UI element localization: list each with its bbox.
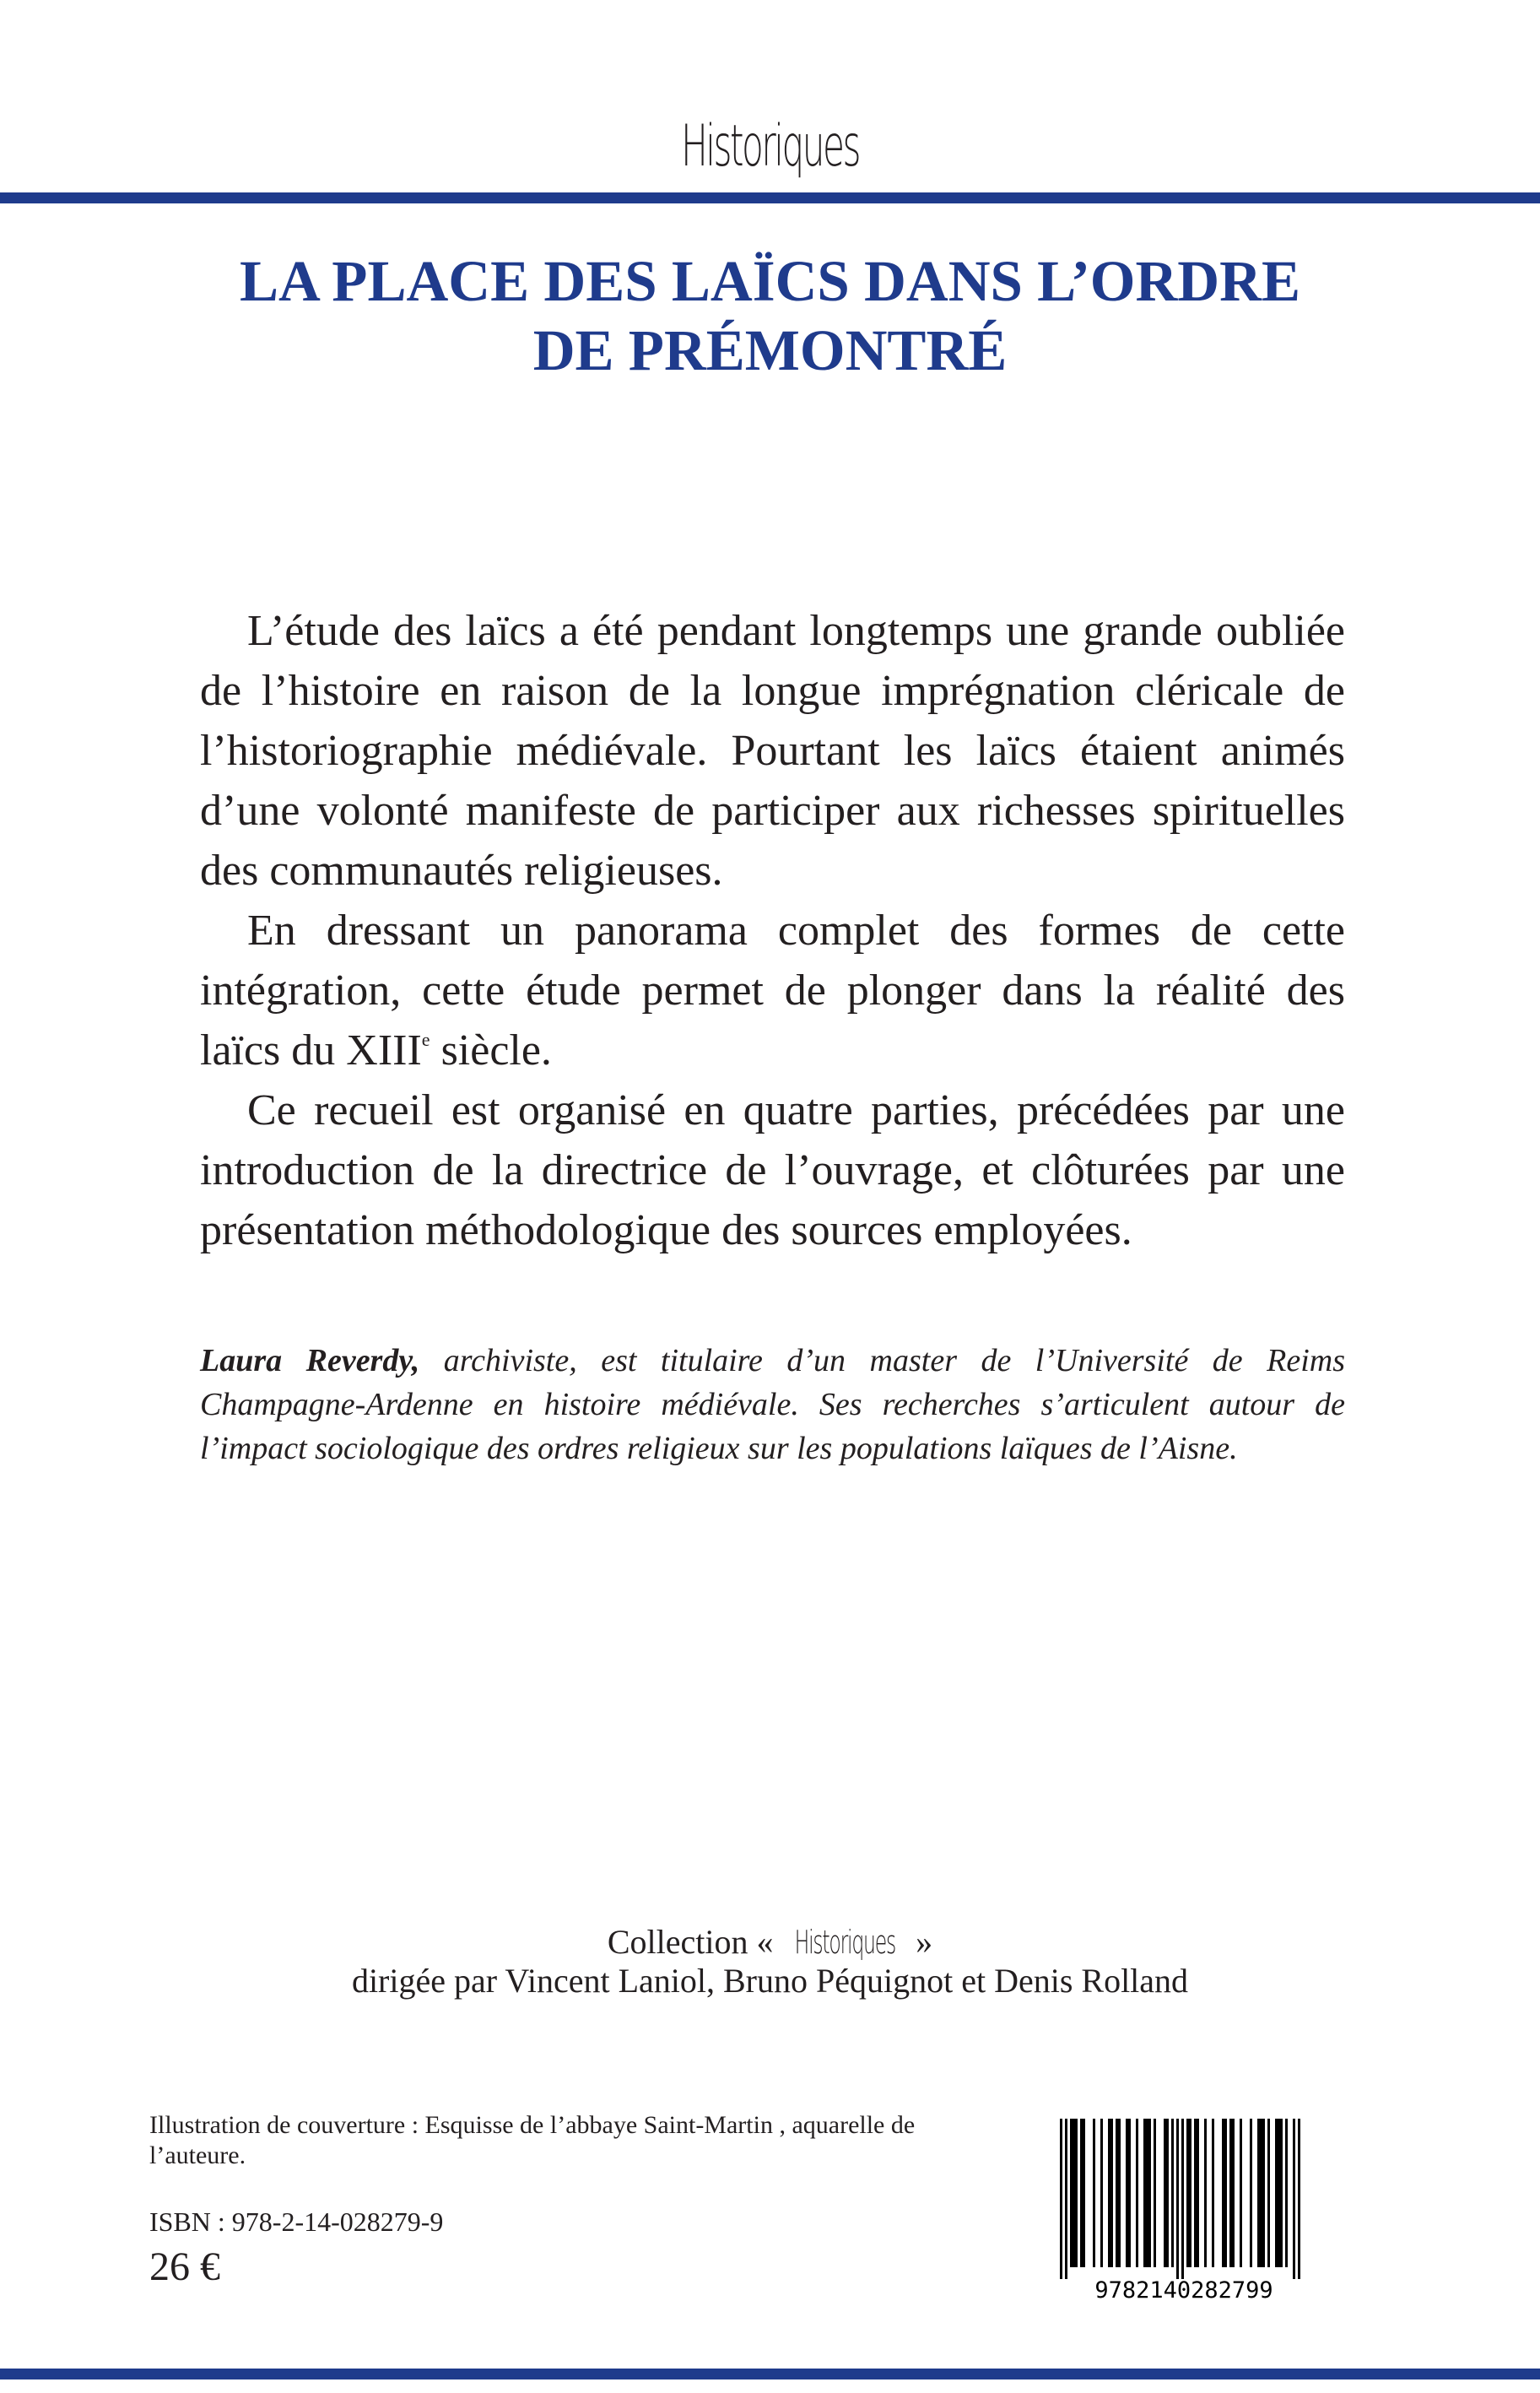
book-title-line-2: DE PRÉMONTRÉ <box>532 318 1008 382</box>
barcode-bar <box>1100 2119 1103 2267</box>
barcode-bar <box>1171 2119 1174 2267</box>
collection-directors: dirigée par Vincent Laniol, Bruno Péquignot et Denis Rolland <box>351 1962 1189 2000</box>
barcode-bar <box>1075 2119 1078 2267</box>
author-bio-paragraph <box>200 1339 1345 1470</box>
barcode-bar <box>1126 2119 1128 2267</box>
barcode-bar <box>1164 2119 1166 2267</box>
barcode-bar <box>1083 2119 1085 2267</box>
back-cover-blurb <box>200 601 1345 1260</box>
barcode-bar <box>1176 2119 1179 2279</box>
barcode-bar <box>1080 2119 1083 2267</box>
barcode-bar <box>1154 2119 1156 2267</box>
barcode-bar <box>1194 2119 1197 2267</box>
barcode-bar <box>1146 2119 1148 2267</box>
barcode-bar <box>1298 2119 1300 2279</box>
barcode-bar <box>1108 2119 1110 2267</box>
barcode-bar <box>1181 2119 1184 2279</box>
barcode-bar <box>1070 2119 1073 2267</box>
author-name: Laura Reverdy, <box>200 1343 420 1378</box>
barcode-bar <box>1285 2119 1288 2267</box>
barcode-bar <box>1148 2119 1151 2267</box>
book-title <box>0 246 1540 385</box>
collection-info <box>0 1923 1540 2000</box>
author-bio-text: archiviste, est titulaire d’un master de l’Université de Reims Champagne-Ardenne en histoire médiévale. Ses recherches s’articulent autour de l’impact sociologique des ordres religieux sur les populations laïques de l’Aisne. <box>200 1343 1345 1466</box>
blurb-paragraph-2-text: En dressant un panorama complet des formes de cette intégration, cette étude permet de plonger dans la réalité des laïcs du XIII <box>200 907 1345 1075</box>
author-bio <box>200 1339 1345 1470</box>
isbn: ISBN : 978-2-14-028279-9 <box>149 2206 444 2237</box>
barcode-bar <box>1065 2119 1067 2279</box>
barcode-bar <box>1267 2119 1270 2267</box>
barcode-bar <box>1118 2119 1121 2267</box>
barcode-bar <box>1232 2119 1235 2267</box>
barcode-bar <box>1293 2119 1295 2279</box>
barcode-bar <box>1116 2119 1118 2267</box>
barcode-bar <box>1212 2119 1214 2267</box>
century-superscript: e <box>421 1029 430 1050</box>
ean13-barcode-icon <box>1036 2115 1332 2303</box>
barcode-bar <box>1204 2119 1207 2267</box>
barcode-bar <box>1262 2119 1265 2267</box>
top-rule <box>0 192 1540 203</box>
barcode-bar <box>1197 2119 1199 2267</box>
collection-suffix: » <box>916 1923 933 1961</box>
collection-line <box>0 1923 1540 1962</box>
barcode-bar <box>1136 2119 1138 2267</box>
barcode-bar <box>1229 2119 1232 2267</box>
barcode-bar <box>1260 2119 1262 2267</box>
barcode-digits: 9782140282799 <box>1094 2277 1273 2303</box>
barcode-bar <box>1110 2119 1113 2267</box>
bottom-rule <box>0 2369 1540 2379</box>
barcode-bar <box>1250 2119 1252 2267</box>
collection-name: Historiques <box>794 1924 895 1961</box>
barcode-bar <box>1280 2119 1283 2267</box>
blurb-paragraph-2 <box>200 901 1345 1080</box>
barcode-bar <box>1060 2119 1062 2279</box>
barcode-bar <box>1257 2119 1260 2267</box>
barcode-bar <box>1224 2119 1227 2267</box>
barcode-bar <box>1189 2119 1191 2267</box>
barcode-bar <box>1222 2119 1224 2267</box>
series-logo: Historiques <box>681 113 859 180</box>
barcode-bar <box>1073 2119 1075 2267</box>
barcode-bar <box>1278 2119 1280 2267</box>
cover-illustration-credit: Illustration de couverture : Esquisse de l’abbaye Saint-Martin , aquarelle de l’auteure. <box>149 2111 916 2169</box>
collection-prefix: Collection « <box>607 1923 774 1961</box>
barcode-bar <box>1186 2119 1189 2267</box>
barcode-bar <box>1240 2119 1242 2267</box>
barcode-bar <box>1166 2119 1169 2267</box>
barcode-bar <box>1143 2119 1146 2267</box>
blurb-paragraph-1: L’étude des laïcs a été pendant longtemps une grande oubliée de l’histoire en raison de la longue imprégnation cléricale de l’historiographie médiévale. Pourtant les laïcs étaient animés d’une volonté manifeste de participer aux richesses spirituelles des communautés religieuses. <box>200 607 1345 895</box>
price: 26 € <box>149 2244 220 2289</box>
blurb-paragraph-2-end: siècle. <box>430 1026 552 1075</box>
book-title-line-1: LA PLACE DES LAÏCS DANS L’ORDRE <box>240 249 1300 313</box>
blurb-paragraph-3: Ce recueil est organisé en quatre parties, précédées par une introduction de la directrice de l’ouvrage, et clôturées par une présentation méthodologique des sources employées. <box>200 1086 1345 1254</box>
barcode-bar <box>1128 2119 1131 2267</box>
barcode-bar <box>1275 2119 1278 2267</box>
barcode-bar <box>1093 2119 1095 2267</box>
